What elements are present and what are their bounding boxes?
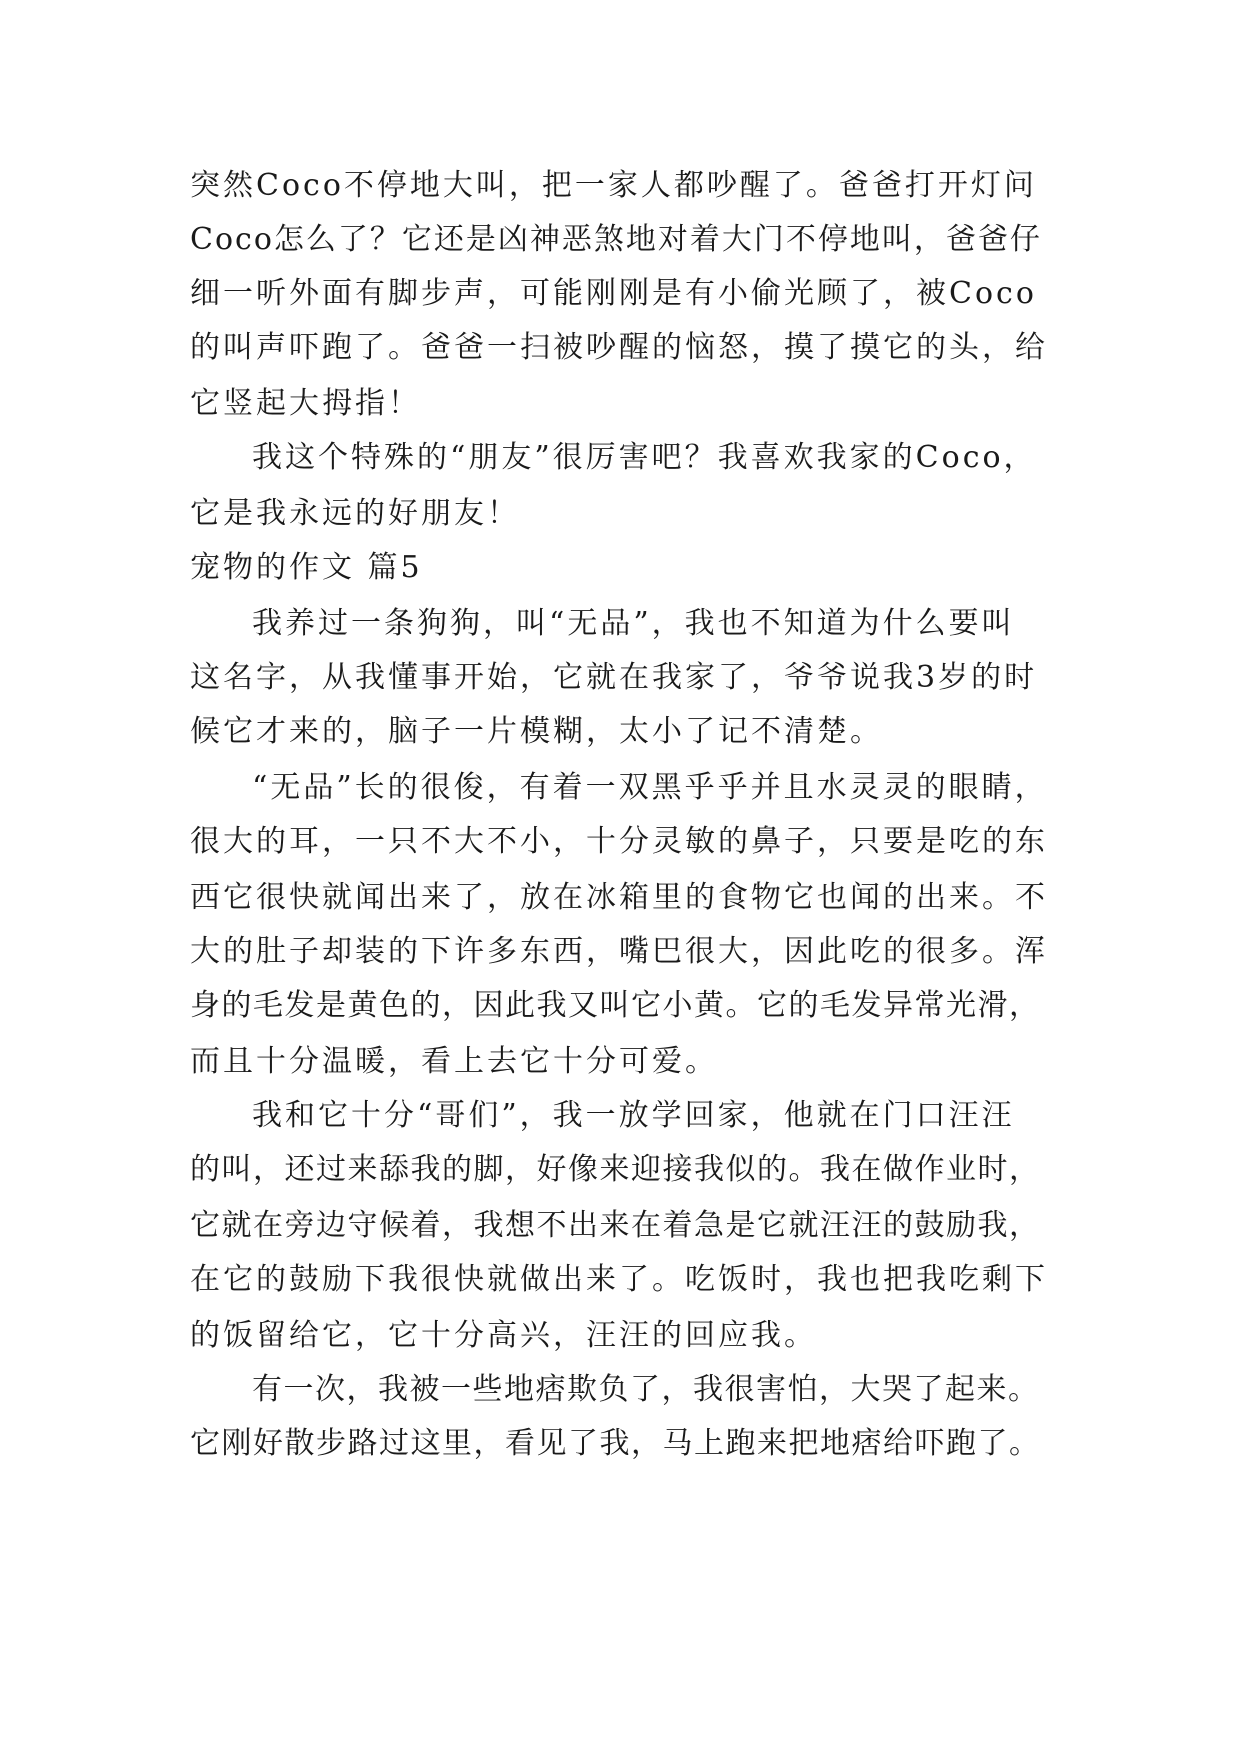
paragraph-first-line: 我这个特殊的“朋友”很厉害吧？我喜欢我家的Coco， (252, 440, 1037, 475)
text-line: 而且十分温暖，看上去它十分可爱。 (190, 1044, 718, 1079)
text-line: 它就在旁边守候着，我想不出来在着急是它就汪汪的鼓励我， (190, 1208, 1041, 1243)
section-heading: 宠物的作文 篇5 (190, 550, 423, 585)
text-line: 细一听外面有脚步声，可能刚刚是有小偷光顾了，被Coco (190, 276, 1037, 311)
text-line: 候它才来的，脑子一片模糊，太小了记不清楚。 (190, 714, 883, 749)
text-line: Coco怎么了？它还是凶神恶煞地对着大门不停地叫，爸爸仔 (190, 222, 1042, 257)
paragraph-first-line: “无品”长的很俊，有着一双黑乎乎并且水灵灵的眼睛， (252, 770, 1048, 805)
text-line: 在它的鼓励下我很快就做出来了。吃饭时，我也把我吃剩下 (190, 1262, 1048, 1297)
text-line: 它刚好散步路过这里，看见了我，马上跑来把地痞给吓跑了。 (190, 1426, 1041, 1461)
text-line: 它是我永远的好朋友！ (190, 496, 520, 531)
paragraph-first-line: 我和它十分“哥们”，我一放学回家，他就在门口汪汪 (252, 1098, 1015, 1133)
text-line: 大的肚子却装的下许多东西，嘴巴很大，因此吃的很多。浑 (190, 934, 1048, 969)
text-line: 西它很快就闻出来了，放在冰箱里的食物它也闻的出来。不 (190, 880, 1048, 915)
text-line: 身的毛发是黄色的，因此我又叫它小黄。它的毛发异常光滑， (190, 988, 1041, 1023)
text-line: 这名字，从我懂事开始，它就在我家了，爷爷说我3岁的时 (190, 660, 1038, 695)
paragraph-first-line: 我养过一条狗狗，叫“无品”，我也不知道为什么要叫 (252, 606, 1015, 641)
text-line: 很大的耳，一只不大不小，十分灵敏的鼻子，只要是吃的东 (190, 824, 1048, 859)
text-line: 突然Coco不停地大叫，把一家人都吵醒了。爸爸打开灯问 (190, 168, 1037, 203)
text-line: 的饭留给它，它十分高兴，汪汪的回应我。 (190, 1318, 817, 1353)
text-line: 它竖起大拇指！ (190, 386, 421, 421)
text-line: 的叫，还过来舔我的脚，好像来迎接我似的。我在做作业时， (190, 1152, 1041, 1187)
text-line: 的叫声吓跑了。爸爸一扫被吵醒的恼怒，摸了摸它的头，给 (190, 330, 1048, 365)
paragraph-first-line: 有一次，我被一些地痞欺负了，我很害怕，大哭了起来。 (252, 1372, 1040, 1407)
